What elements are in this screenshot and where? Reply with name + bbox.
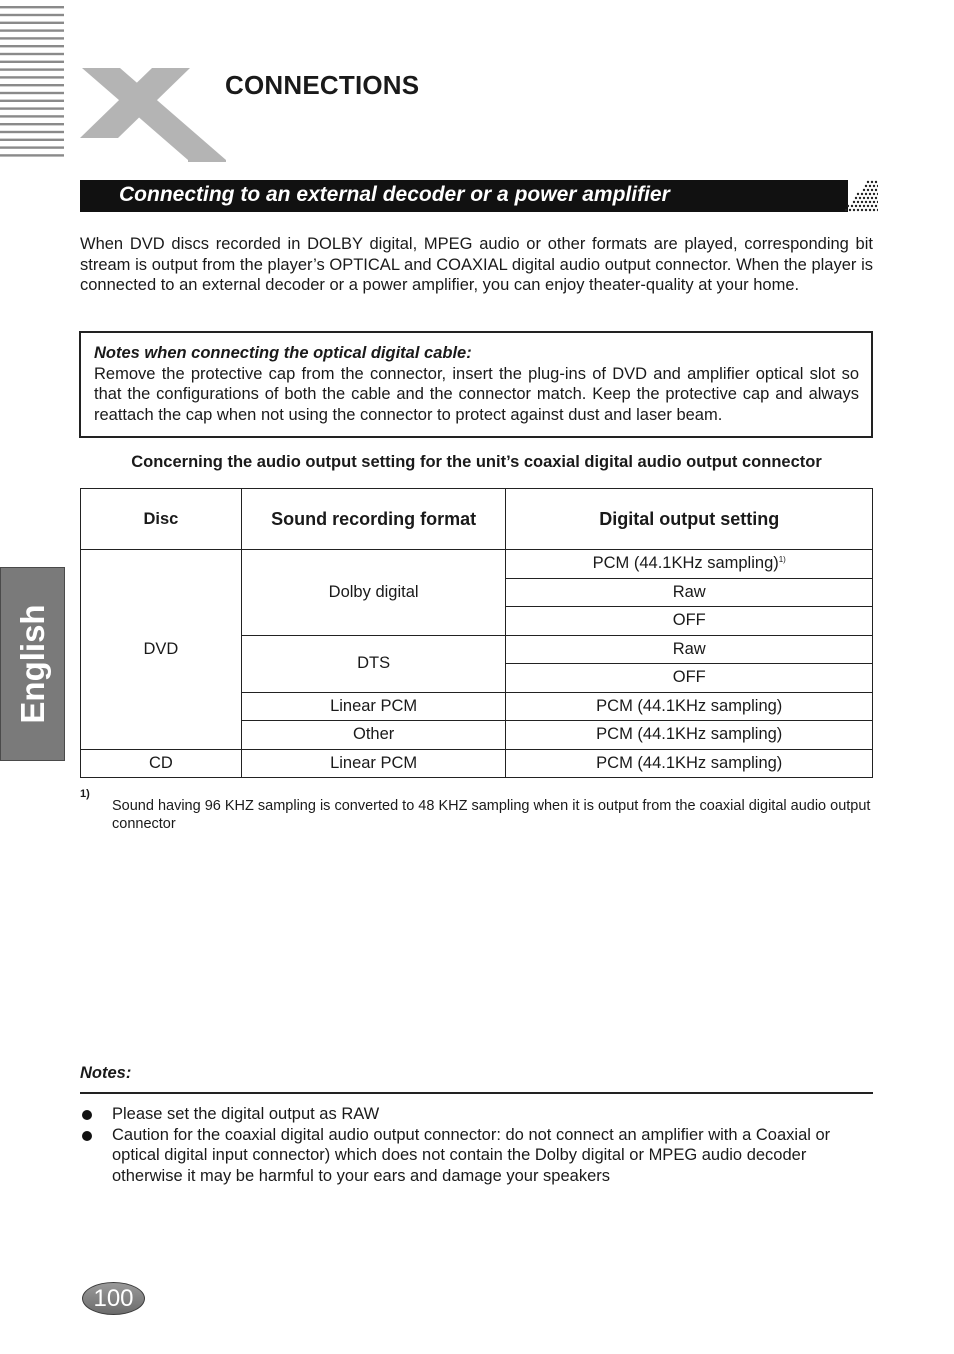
- notes-list: [80, 1104, 873, 1186]
- note-item-text: Please set the digital output as RAW: [112, 1105, 380, 1123]
- footnote-mark: 1): [80, 788, 90, 800]
- section-title: Connecting to an external decoder or a power amplifier: [119, 183, 670, 206]
- cell-output-dolby-pcm: [506, 550, 873, 579]
- language-tab-label: English: [13, 604, 51, 724]
- header-output: Digital output setting: [506, 489, 873, 550]
- header-disc: Disc: [81, 489, 242, 550]
- section-banner: [80, 180, 878, 212]
- table-row: [81, 550, 873, 579]
- cell-output-dolby-off: OFF: [506, 607, 873, 636]
- cell-format-linear-pcm: Linear PCM: [241, 692, 506, 721]
- bullet-icon: [82, 1131, 92, 1141]
- cell-output-linear-pcm: PCM (44.1KHz sampling): [506, 692, 873, 721]
- notes-heading: Notes:: [80, 1064, 132, 1082]
- cell-format-dolby: Dolby digital: [241, 550, 506, 636]
- optical-cable-note-box: [79, 331, 873, 438]
- cell-output-other: PCM (44.1KHz sampling): [506, 721, 873, 750]
- output-dolby-pcm-text: PCM (44.1KHz sampling): [592, 554, 779, 573]
- bullet-icon: [82, 1110, 92, 1120]
- table-row: [81, 749, 873, 778]
- cell-output-dts-raw: Raw: [506, 635, 873, 664]
- cell-output-dts-off: OFF: [506, 664, 873, 693]
- language-side-tab: [0, 567, 65, 761]
- brand-x-logo: [78, 58, 238, 168]
- cell-output-cd-linear-pcm: PCM (44.1KHz sampling): [506, 749, 873, 778]
- intro-paragraph: When DVD discs recorded in DOLBY digital, MPEG audio or other formats are played, corresponding bit stream is output from the player’s OPTICAL and COAXIAL digital audio output connector. When the player is connected to an external decoder or a power amplifier, you can enjoy theater-quality at your home.: [80, 235, 873, 294]
- list-item: [80, 1125, 873, 1187]
- cell-output-dolby-raw: Raw: [506, 578, 873, 607]
- cell-format-other: Other: [241, 721, 506, 750]
- cell-format-cd-linear-pcm: Linear PCM: [241, 749, 506, 778]
- table-header-row: [81, 489, 873, 550]
- note-item-text: Caution for the coaxial digital audio output connector: do not connect an amplifier with a Coaxial or optical digital input connector) which does not contain the Dolby digital or MPEG audio decoder otherwise it may be harmful to your ears and damage your speakers: [112, 1125, 831, 1185]
- cell-disc-cd: CD: [81, 749, 242, 778]
- notes-divider: [80, 1092, 873, 1094]
- page-title: CONNECTIONS: [225, 70, 420, 100]
- cell-format-dts: DTS: [241, 635, 506, 692]
- note-box-title: Notes when connecting the optical digital cable:: [94, 344, 472, 362]
- footnote-text: Sound having 96 KHZ sampling is converted to 48 KHZ sampling when it is output from the coaxial digital audio output connector: [112, 798, 871, 832]
- footnote-ref: 1): [778, 555, 786, 565]
- table-caption: Concerning the audio output setting for the unit’s coaxial digital audio output connector: [131, 453, 822, 471]
- page-number-badge: 100: [82, 1282, 145, 1315]
- audio-output-table: [80, 488, 873, 778]
- banner-dot-pattern: [838, 180, 878, 212]
- header-format: Sound recording format: [241, 489, 506, 550]
- list-item: [80, 1104, 873, 1125]
- note-box-body: Remove the protective cap from the connector, insert the plug-ins of DVD and amplifier optical slot so that the configurations of both the cable and the connector match. Keep the protective cap and always reattach the cap when not using the connector to protect against dust and laser beam.: [94, 364, 859, 424]
- header-stripes: [0, 6, 64, 162]
- cell-disc-dvd: DVD: [81, 550, 242, 750]
